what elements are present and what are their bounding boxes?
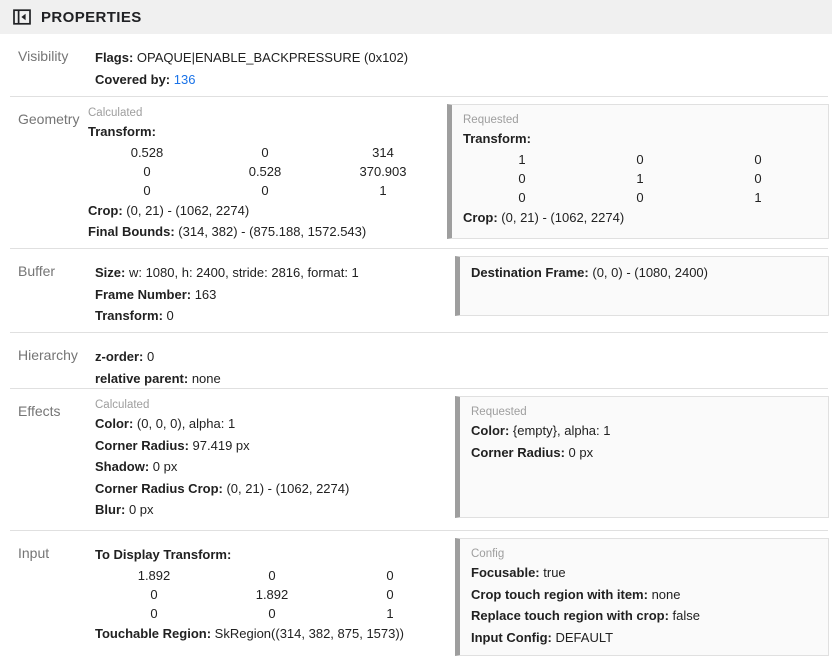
matrix-cell: 1	[386, 605, 394, 621]
section-label-input: Input	[18, 545, 50, 561]
geometry-calculated	[88, 97, 442, 249]
frame-number-line: Frame Number: 163	[95, 286, 217, 302]
z-order-line: z-order: 0	[95, 349, 155, 364]
matrix-cell: 0.528	[248, 163, 282, 179]
input-content	[95, 531, 450, 665]
matrix-cell: 0	[143, 163, 151, 179]
crop-line: Crop: (0, 21) - (1062, 2274)	[88, 202, 250, 218]
input-config-box	[455, 538, 829, 656]
matrix-cell: 0	[268, 567, 276, 583]
effects-requested-box	[455, 396, 829, 518]
crop-touch-region-line: Crop touch region with item: none	[471, 586, 681, 602]
hierarchy-content	[95, 333, 221, 389]
matrix-cell: 0	[150, 605, 158, 621]
matrix-cell: 1	[518, 151, 526, 167]
buffer-transform-line: Transform: 0	[95, 308, 174, 323]
buffer-content	[95, 249, 450, 333]
matrix-cell: 1	[754, 189, 762, 205]
panel-collapse-icon	[12, 7, 32, 27]
effects-requested-wrap	[450, 389, 832, 531]
to-display-transform-matrix	[95, 566, 450, 623]
requested-hint: Requested	[463, 114, 519, 126]
section-input	[0, 531, 832, 665]
matrix-cell: 1.892	[255, 586, 289, 602]
geometry-requested-wrap	[442, 97, 832, 249]
flags-key: Flags:	[95, 50, 134, 65]
replace-touch-region-line: Replace touch region with crop: false	[471, 608, 701, 623]
matrix-cell: 0	[754, 151, 762, 167]
page-title: PROPERTIES	[41, 8, 142, 26]
matrix-cell: 0	[143, 182, 151, 198]
matrix-cell: 0	[636, 189, 644, 205]
to-display-transform-key: To Display Transform:	[95, 547, 232, 562]
input-config-line: Input Config: DEFAULT	[471, 629, 614, 645]
covered-by-key: Covered by:	[95, 71, 171, 87]
focusable-line: Focusable: true	[471, 565, 566, 580]
section-buffer	[0, 249, 832, 333]
properties-header	[0, 0, 832, 34]
transform-key: Transform:	[88, 124, 156, 139]
matrix-cell: 0	[754, 170, 762, 186]
input-config-wrap	[450, 531, 832, 665]
transform-key: Transform:	[463, 131, 531, 146]
section-label-visibility: Visibility	[18, 48, 69, 64]
matrix-cell: 314	[372, 144, 394, 160]
section-label-hierarchy: Hierarchy	[18, 347, 78, 363]
transform-matrix	[88, 143, 442, 200]
size-line: Size: w: 1080, h: 2400, stride: 2816, format: 1	[95, 265, 359, 280]
destination-frame-box	[455, 256, 829, 316]
effects-calculated	[95, 389, 450, 531]
matrix-cell: 0	[518, 170, 526, 186]
calculated-hint: Calculated	[88, 107, 143, 119]
color-line: Color: (0, 0, 0), alpha: 1	[95, 416, 236, 431]
section-label-geometry: Geometry	[18, 111, 80, 127]
matrix-cell: 0	[518, 189, 526, 205]
covered-by-line	[95, 69, 408, 91]
destination-frame-line: Destination Frame: (0, 0) - (1080, 2400)	[471, 265, 708, 280]
buffer-dest-wrap	[450, 249, 832, 333]
final-bounds-line: Final Bounds: (314, 382) - (875.188, 1572.543)	[88, 224, 367, 239]
matrix-cell: 0.528	[130, 144, 164, 160]
matrix-cell: 370.903	[359, 163, 407, 179]
matrix-cell: 1	[636, 170, 644, 186]
section-visibility	[0, 34, 832, 97]
flags-line	[95, 47, 408, 69]
matrix-cell: 0	[386, 567, 394, 583]
blur-line: Blur: 0 px	[95, 502, 154, 517]
matrix-cell: 1.892	[137, 567, 171, 583]
visibility-content	[95, 34, 408, 97]
config-hint: Config	[471, 548, 505, 560]
flags-value: OPAQUE|ENABLE_BACKPRESSURE (0x102)	[136, 50, 409, 65]
section-label-effects: Effects	[18, 403, 61, 419]
requested-hint: Requested	[471, 406, 527, 418]
matrix-cell: 0	[268, 605, 276, 621]
geometry-requested-box	[447, 104, 829, 239]
section-label-buffer: Buffer	[18, 263, 56, 279]
crop-line: Crop: (0, 21) - (1062, 2274)	[463, 209, 625, 225]
section-geometry	[0, 97, 832, 249]
corner-radius-line: Corner Radius: 97.419 px	[95, 437, 250, 453]
corner-radius-line: Corner Radius: 0 px	[471, 444, 594, 460]
matrix-cell: 0	[150, 586, 158, 602]
matrix-cell: 0	[636, 151, 644, 167]
covered-by-link[interactable]: 136	[173, 71, 196, 87]
relative-parent-line: relative parent: none	[95, 370, 221, 386]
collapse-panel-button[interactable]	[12, 7, 32, 27]
matrix-cell: 0	[261, 144, 269, 160]
section-effects	[0, 389, 832, 531]
calculated-hint: Calculated	[95, 399, 150, 411]
corner-radius-crop-line: Corner Radius Crop: (0, 21) - (1062, 2274)	[95, 480, 350, 496]
shadow-line: Shadow: 0 px	[95, 459, 178, 474]
section-hierarchy	[0, 333, 832, 389]
matrix-cell: 0	[386, 586, 394, 602]
matrix-cell: 0	[261, 182, 269, 198]
color-line: Color: {empty}, alpha: 1	[471, 423, 611, 438]
matrix-cell: 1	[379, 182, 387, 198]
transform-matrix	[463, 150, 817, 207]
touchable-region-line: Touchable Region: SkRegion((314, 382, 875, 1573))	[95, 625, 405, 641]
